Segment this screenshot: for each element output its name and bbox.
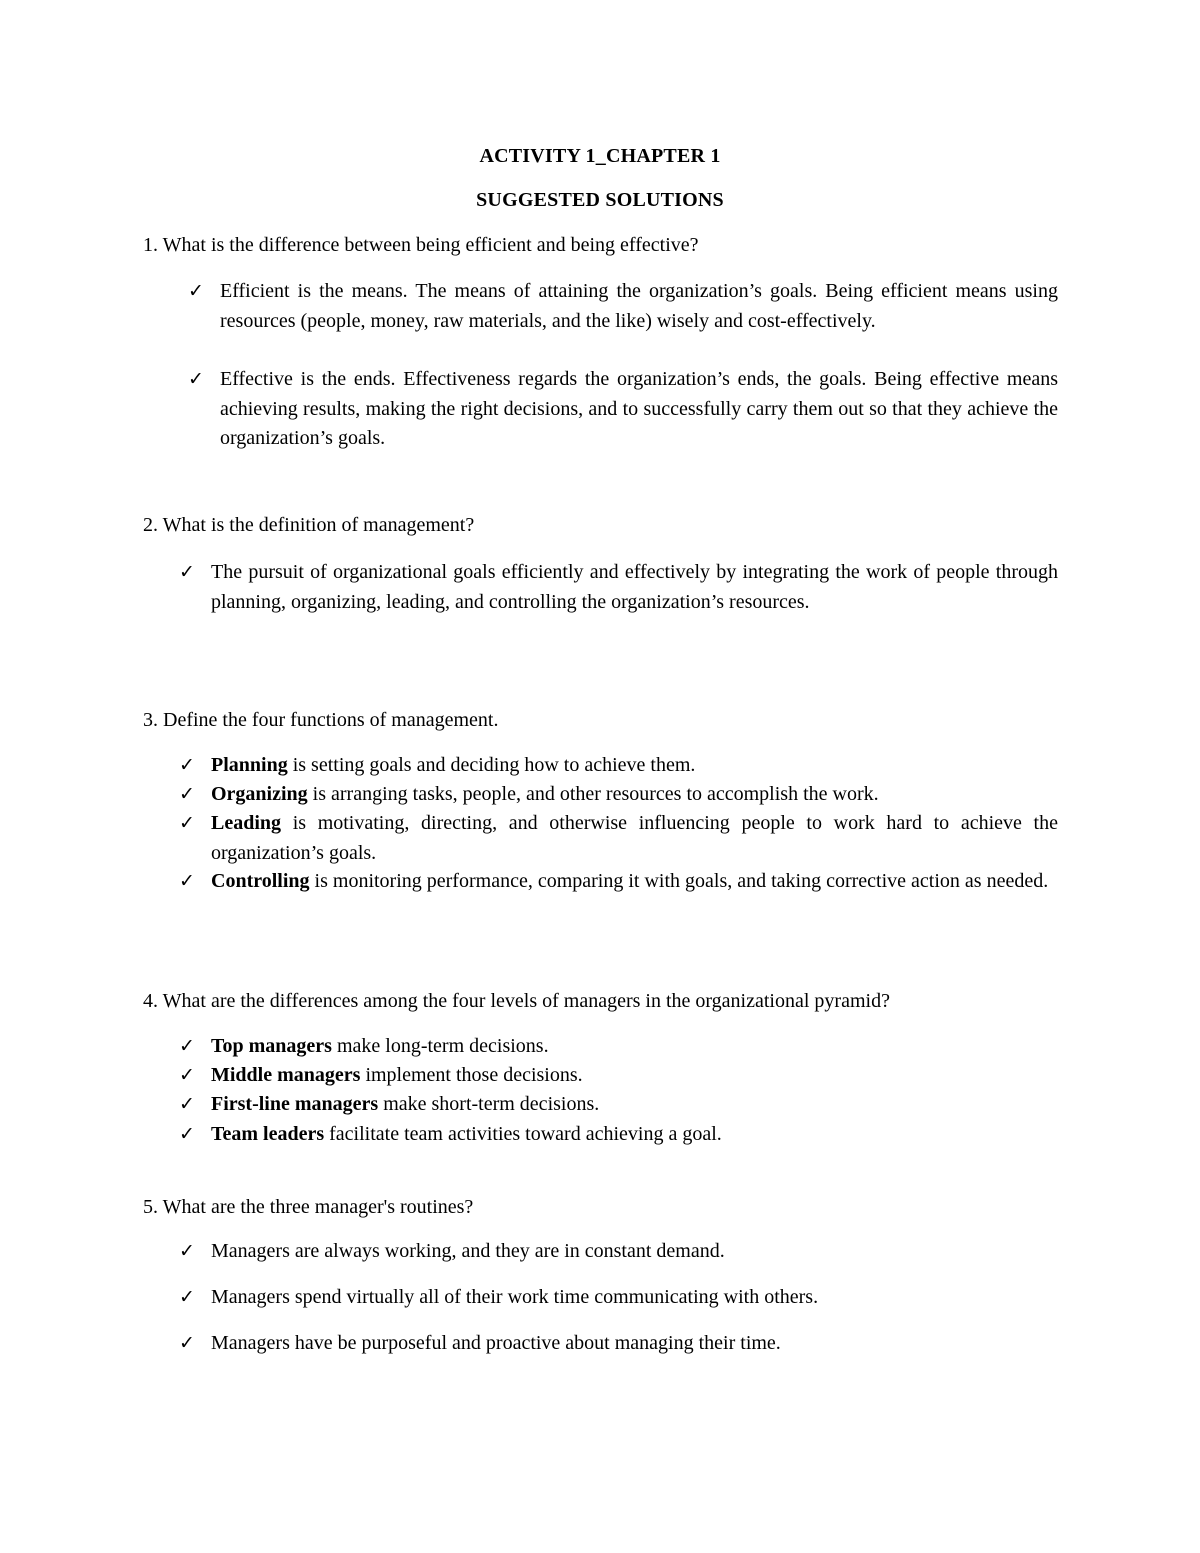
answer-item (179, 1061, 1058, 1091)
answer-item (179, 1237, 1058, 1267)
answer-text (211, 1090, 1058, 1120)
answer-text: Managers are always working, and they are in constant demand. (211, 1240, 725, 1262)
answer-term: First-line managers (211, 1093, 379, 1115)
checkmark-icon: ✓ (179, 754, 195, 776)
checkmark-icon: ✓ (179, 870, 195, 892)
answer-text: Effective is the ends. Effectiveness regards the organization’s ends, the goals. Being effective means achieving results, making the right decisions, and to successfully carry them out so that they achieve the organization’s goals. (220, 368, 1058, 449)
answer-definition: facilitate team activities toward achieving a goal. (324, 1123, 722, 1145)
answer-term: Planning (211, 754, 288, 776)
checkmark-icon: ✓ (179, 1240, 195, 1262)
checkmark-icon: ✓ (179, 1123, 195, 1145)
answer-term: Organizing (211, 783, 308, 805)
answer-definition: is monitoring performance, comparing it with goals, and taking corrective action as needed. (309, 870, 1049, 892)
answer-item (179, 867, 1058, 897)
question-1: 1. What is the difference between being efficient and being effective? (143, 234, 699, 256)
answer-text (211, 867, 1058, 897)
answer-item (179, 1032, 1058, 1062)
question-4: 4. What are the differences among the four levels of managers in the organizational pyramid? (143, 990, 890, 1012)
answer-text: The pursuit of organizational goals efficiently and effectively by integrating the work of people through planning, organizing, leading, and controlling the organization’s resources. (211, 561, 1058, 613)
answer-text: Managers spend virtually all of their work time communicating with others. (211, 1286, 819, 1308)
answer-text (211, 809, 1058, 868)
answer-term: Team leaders (211, 1123, 325, 1145)
checkmark-icon: ✓ (179, 812, 195, 834)
answer-item (188, 365, 1058, 454)
answer-definition: make long-term decisions. (331, 1035, 549, 1057)
checkmark-icon: ✓ (179, 1064, 195, 1086)
checkmark-icon: ✓ (179, 1332, 195, 1354)
answer-text (211, 751, 1058, 781)
answer-item (179, 1329, 1058, 1359)
checkmark-icon: ✓ (179, 1035, 195, 1057)
question-5: 5. What are the three manager's routines? (143, 1196, 474, 1218)
checkmark-icon: ✓ (179, 1286, 195, 1308)
document-subtitle: SUGGESTED SOLUTIONS (476, 189, 724, 211)
answer-item (179, 558, 1058, 617)
answer-term: Middle managers (211, 1064, 361, 1086)
answer-item (179, 1120, 1058, 1150)
answer-text (211, 1120, 1058, 1150)
answer-item (179, 780, 1058, 810)
answer-text: Efficient is the means. The means of attaining the organization’s goals. Being efficient means using resources (people, money, raw materials, and the like) wisely and cost-effectively. (220, 280, 1058, 332)
answer-definition: is arranging tasks, people, and other resources to accomplish the work. (307, 783, 879, 805)
answer-term: Top managers (211, 1035, 332, 1057)
checkmark-icon: ✓ (179, 1093, 195, 1115)
question-2: 2. What is the definition of management? (143, 514, 475, 536)
answer-item (179, 809, 1058, 868)
answer-definition: is setting goals and deciding how to achieve them. (287, 754, 696, 776)
answer-item (179, 751, 1058, 781)
question-3: 3. Define the four functions of management. (143, 709, 499, 731)
answer-definition: make short-term decisions. (378, 1093, 600, 1115)
checkmark-icon: ✓ (179, 783, 195, 805)
answer-term: Leading (211, 812, 282, 834)
checkmark-icon: ✓ (179, 561, 195, 583)
answer-text (211, 1061, 1058, 1091)
answer-definition: implement those decisions. (360, 1064, 583, 1086)
answer-item (179, 1090, 1058, 1120)
answer-item (179, 1283, 1058, 1313)
answer-item (188, 277, 1058, 336)
checkmark-icon: ✓ (188, 280, 204, 302)
document-title: ACTIVITY 1_CHAPTER 1 (479, 145, 721, 167)
answer-term: Controlling (211, 870, 310, 892)
checkmark-icon: ✓ (188, 368, 204, 390)
answer-definition: is motivating, directing, and otherwise influencing people to work hard to achieve the organization’s goals. (211, 812, 1058, 864)
answer-text (211, 780, 1058, 810)
answer-text: Managers have be purposeful and proactive about managing their time. (211, 1332, 781, 1354)
answer-text (211, 1032, 1058, 1062)
